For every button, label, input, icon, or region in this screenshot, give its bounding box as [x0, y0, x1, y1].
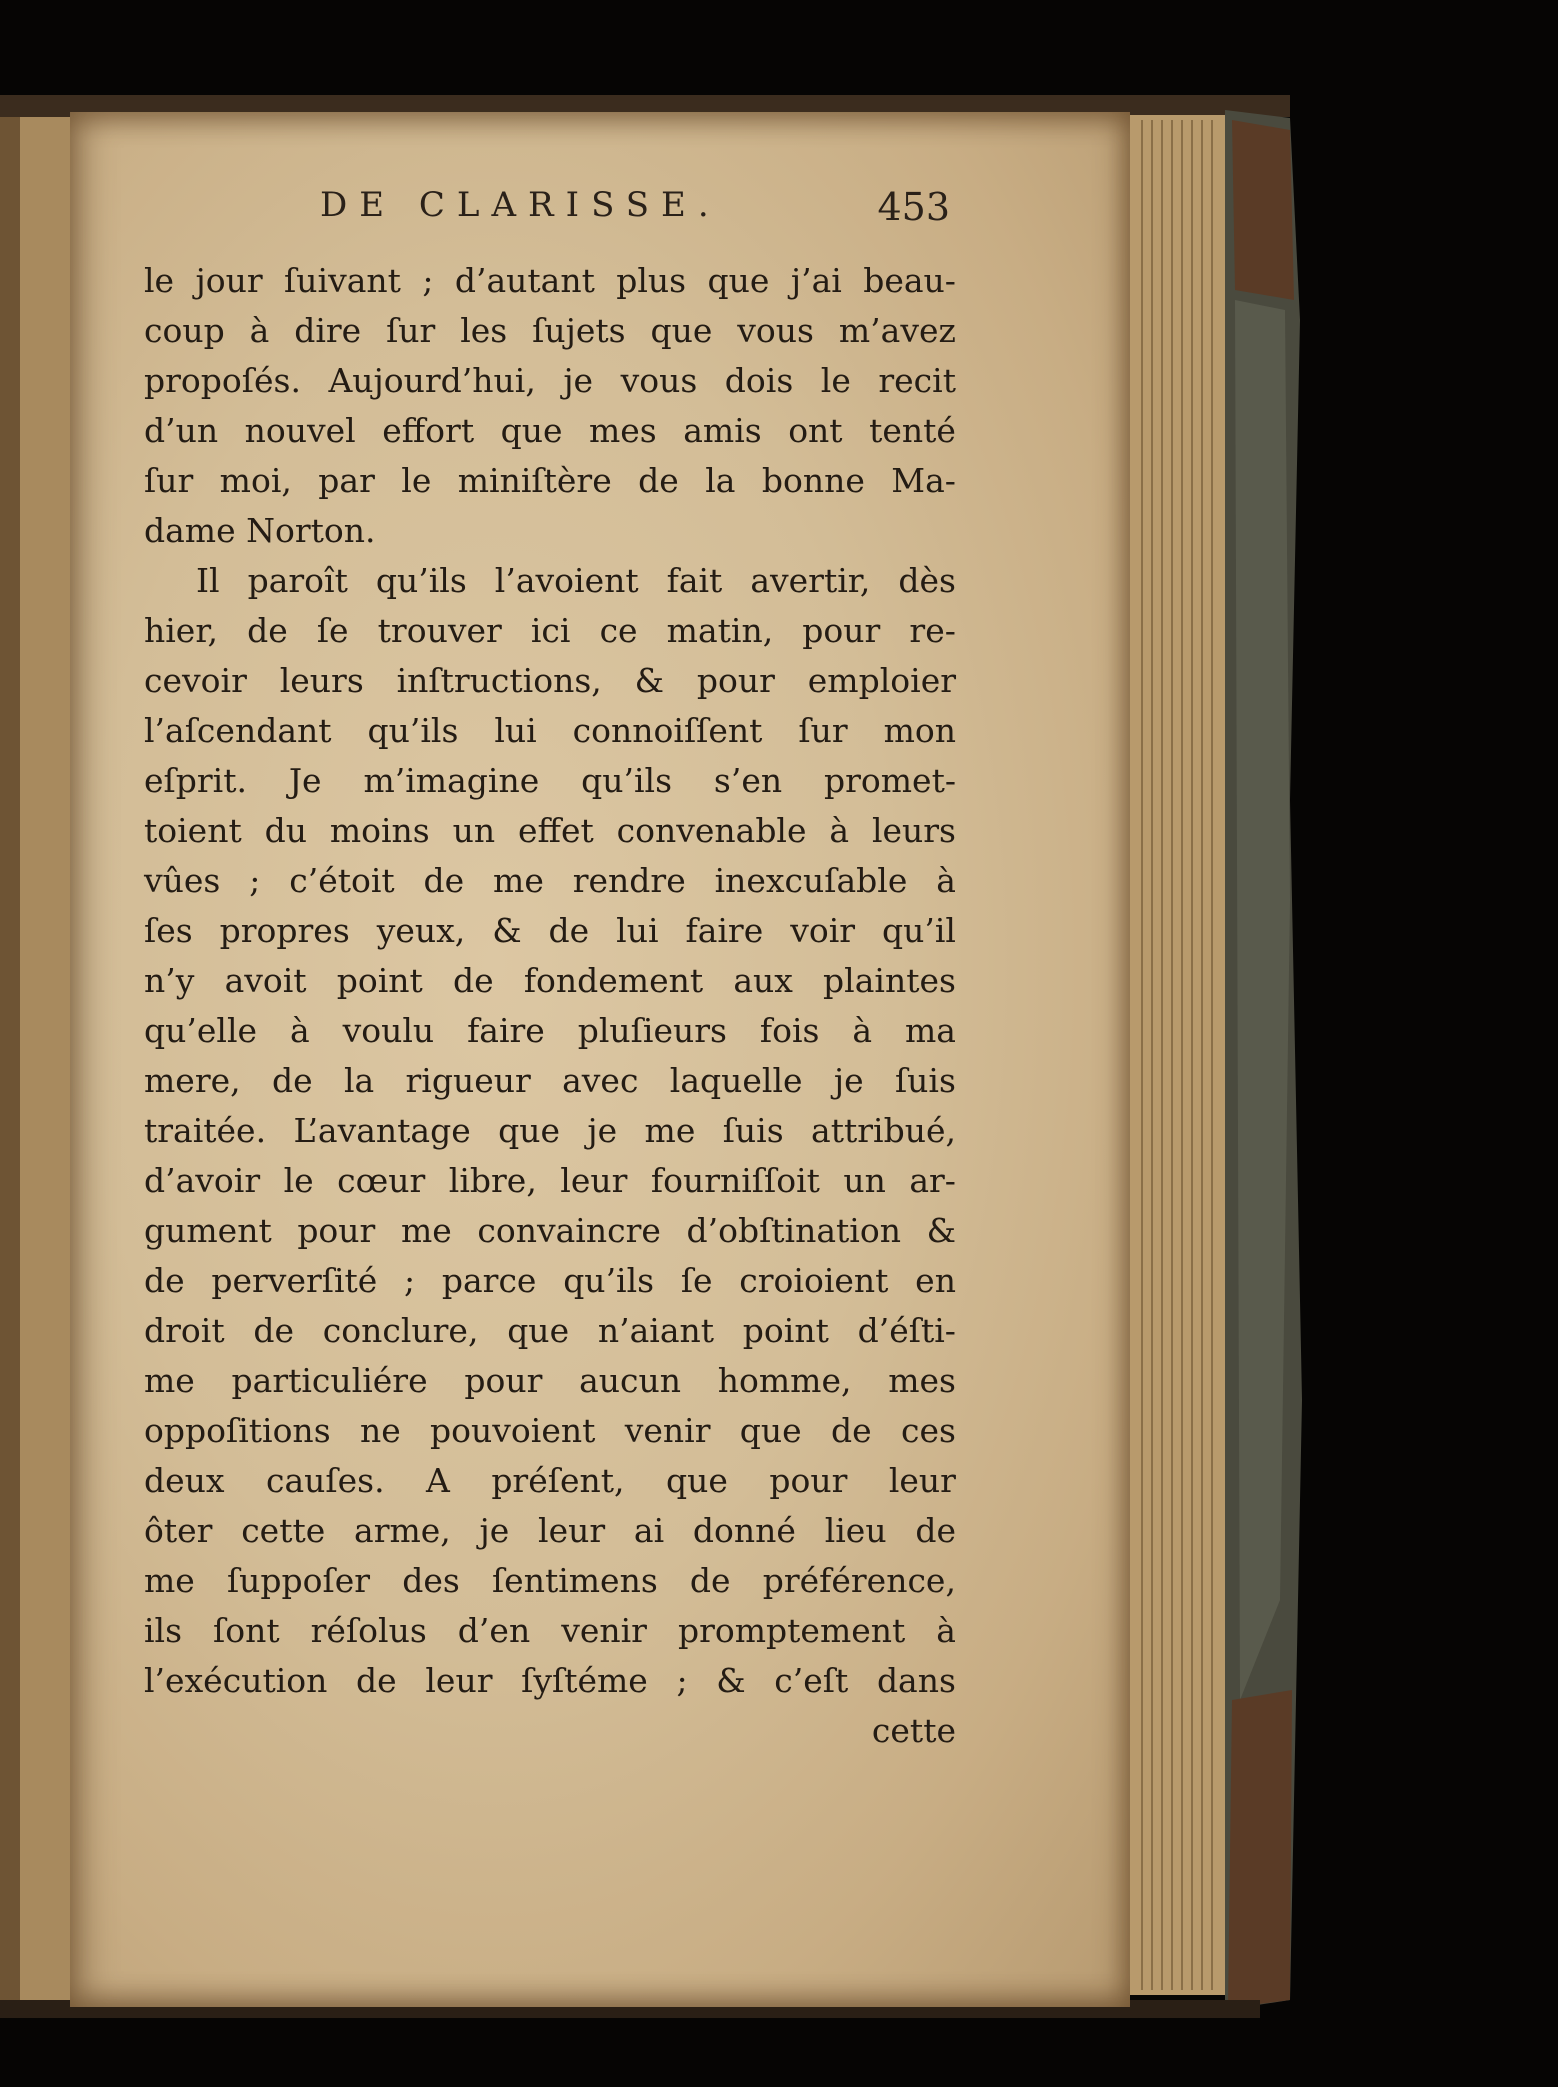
running-title: DE CLARISSE.	[320, 185, 721, 225]
page-header	[290, 185, 950, 245]
text-line: eſprit. Je m’imagine qu’ils s’en promet-	[144, 761, 956, 800]
text-line: l’aſcendant qu’ils lui connoiſſent ſur mon	[144, 711, 956, 750]
text-line: dame Norton.	[144, 511, 376, 550]
body-text	[144, 256, 956, 1756]
text-line: deux cauſes. A préſent, que pour leur	[144, 1461, 956, 1500]
text-line: de perverſité ; parce qu’ils ſe croioient en	[144, 1261, 956, 1300]
text-line: d’un nouvel effort que mes amis ont tenté	[144, 411, 956, 450]
text-line: traitée. L’avantage que je me ſuis attribué,	[144, 1111, 956, 1150]
text-line: Il paroît qu’ils l’avoient fait avertir, dès	[196, 561, 956, 600]
text-line: hier, de ſe trouver ici ce matin, pour re-	[144, 611, 956, 650]
page-number: 453	[877, 185, 950, 229]
text-line: toient du moins un effet convenable à leurs	[144, 811, 956, 850]
text-line: qu’elle à voulu faire pluſieurs fois à ma	[144, 1011, 956, 1050]
text-line: droit de conclure, que n’aiant point d’éſti-	[144, 1311, 956, 1350]
text-line: d’avoir le cœur libre, leur fourniſſoit un ar-	[144, 1161, 956, 1200]
text-line: ſur moi, par le miniſtère de la bonne Ma-	[144, 461, 956, 500]
text-line: n’y avoit point de fondement aux plaintes	[144, 961, 956, 1000]
text-line: ôter cette arme, je leur ai donné lieu de	[144, 1511, 956, 1550]
catchword: cette	[871, 1711, 956, 1750]
text-line: le jour ſuivant ; d’autant plus que j’ai beau-	[144, 261, 956, 300]
page-edges	[1130, 115, 1225, 1995]
text-line: propoſés. Aujourd’hui, je vous dois le recit	[144, 361, 956, 400]
text-line: oppoſitions ne pouvoient venir que de ces	[144, 1411, 956, 1450]
text-line: cevoir leurs inſtructions, & pour emploier	[144, 661, 956, 700]
text-line: coup à dire ſur les ſujets que vous m’avez	[144, 311, 956, 350]
text-line: me particuliére pour aucun homme, mes	[144, 1361, 956, 1400]
text-line: mere, de la rigueur avec laquelle je ſuis	[144, 1061, 956, 1100]
text-line: ils ſont réſolus d’en venir promptement à	[144, 1611, 956, 1650]
text-line: me ſuppoſer des ſentimens de préférence,	[144, 1561, 956, 1600]
text-line: ſes propres yeux, & de lui faire voir qu’il	[144, 911, 956, 950]
text-line: l’exécution de leur ſyſtéme ; & c’eſt dans	[144, 1661, 956, 1700]
text-line: vûes ; c’étoit de me rendre inexcuſable à	[144, 861, 956, 900]
text-line: gument pour me convaincre d’obſtination &	[144, 1211, 956, 1250]
